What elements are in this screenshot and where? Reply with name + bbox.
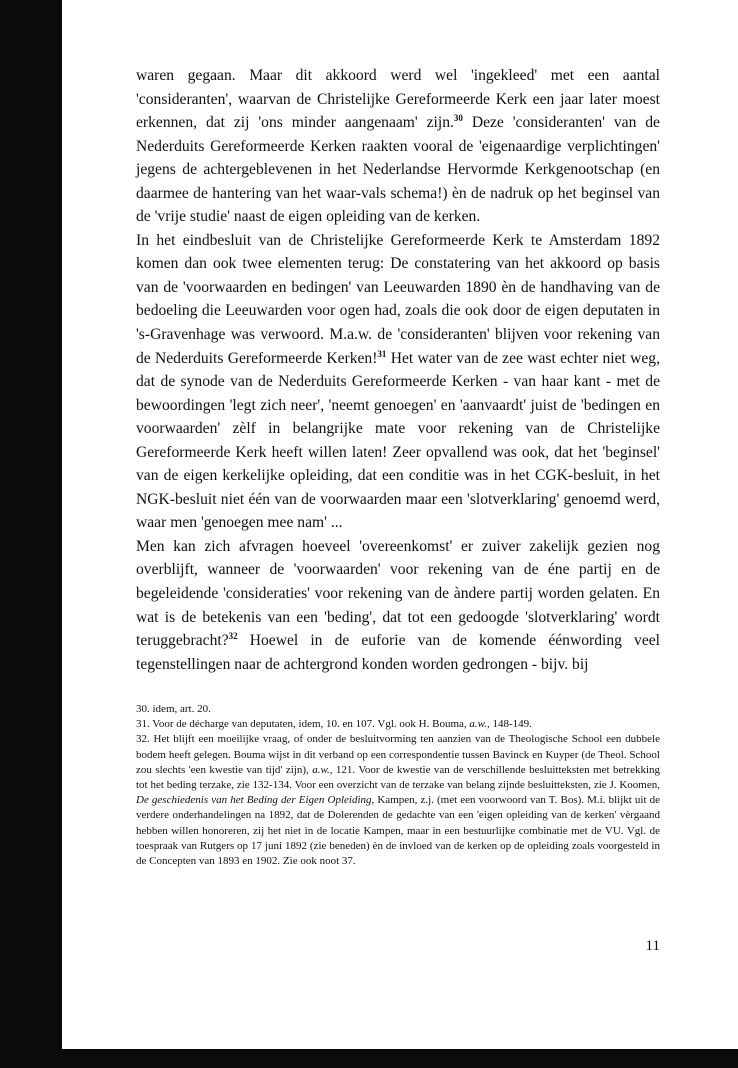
footnote-ref-32[interactable]: 32 [228,631,238,642]
footnote-32-book-title: De geschiedenis van het Beding der Eigen Opleiding [136,794,372,807]
paragraph-3-text-a: Men kan zich afvragen hoeveel 'overeenkomst' er zuiver zakelijk gezien nog overblijft, wanneer de 'voorwaarden' voor rekening van de éne partij en de begeleidende 'consideraties' voor rekening van de àndere partij worden gelaten. En wat is de betekenis van een 'beding', dat tot een gedoogde 'slotverklaring' wordt teruggebracht? [136,537,660,650]
paragraph-3-text-b: Hoewel in de euforie van de komende éénwording veel tegenstellingen naar de achtergrond konden worden gedrongen - bijv. bij [136,632,660,673]
footnote-32-italic-aw: a.w. [312,763,330,776]
footnote-32-text-c: , Kampen, z.j. (met een voorwoord van T. Bos). M.i. blijkt uit de verdere onderhandelingen na 1892, dat de Dolerenden de gedachte van een 'eigen opleiding van de kerken' vèrgaand hebben willen honoreren, zij het niet in de locatie Kampen, maar in een bestuurlijke combinatie met de VU. Vgl. de toespraak van Rutgers op 17 juni 1892 (zie beneden) èn de invloed van de kerken op de opleiding zoals voorgesteld in de Concepten van 1893 en 1902. Zie ook noot 37. [136,794,660,868]
footnotes [136,702,660,869]
paragraph-2-text-b: Het water van de zee wast echter niet weg, dat de synode van de Nederduits Gereformeerde Kerken - van haar kant - met de bewoordingen 'legt zich neer', 'neemt genoegen' en 'aanvaardt' juist de 'bedingen en voorwaarden' zèlf in belangrijke mate voor rekening van de Christelijke Gereformeerde Kerk heeft willen laten! Zeer opvallend was ook, dat het 'beginsel' van de eigen kerkelijke opleiding, dat een conditie was in het CGK-besluit, in het NGK-besluit niet één van de voorwaarden maar een 'slotverklaring' genoemd werd, waar men 'genoegen mee nam' ... [136,349,660,532]
footnote-32-text-b: , 121. Voor de kwestie van de verschillende besluitteksten met betrekking tot het beding terzake, zie 132-134. Voor een overzicht van de terzake van belang zijnde besluitteksten, zie J. Koomen, [136,763,661,792]
page-number: 11 [645,938,660,954]
paragraph-1-text-a: waren gegaan. Maar dit akkoord werd wel 'ingekleed' met een aantal 'consideranten', waarvan de Christelijke Gereformeerde Kerk een jaar later moest erkennen, dat zij 'ons minder aangenaam' zijn. [136,67,660,132]
footnote-31-text-b: , 148-149. [486,718,532,731]
footnote-ref-31[interactable]: 31 [377,348,387,359]
footnote-30: 30. idem, art. 20. [136,703,211,715]
footnote-32 [136,732,660,869]
scan-left-border [0,0,62,1068]
paragraph-2-text-a: In het eindbesluit van de Christelijke Gereformeerde Kerk te Amsterdam 1892 komen dan ook twee elementen terug: De constatering van het akkoord op basis van de 'voorwaarden en bedingen' van Leeuwarden 1890 èn de handhaving van de bedoeling die Leeuwarden voor ogen had, zoals die ook door de eigen deputaten in 's-Gravenhage was verwoord. M.a.w. de 'consideranten' blijven voor rekening van de Nederduits Gereformeerde Kerken! [136,231,660,367]
footnote-32-text-a: 32. Het blijft een moeilijke vraag, of onder de besluitvorming ten aanzien van de Theologische School een dubbele bodem heeft gelegen. Bouma wijst in dit verband op een correspondentie tussen Bavinck en Kuyper (de Theol. School zou slechts 'een kwestie van tijd' zijn), [136,733,660,776]
scan-bottom-border [0,1049,738,1068]
footnote-31-italic: a.w. [469,718,487,731]
footnote-31-text-a: 31. Voor de décharge van deputaten, idem, 10. en 107. Vgl. ook H. Bouma, [136,718,470,731]
paragraph-1 [136,64,660,229]
main-text [136,64,660,676]
paragraph-1-text-b: Deze 'consideranten' van de Nederduits Gereformeerde Kerken raakten vooral de 'eigenaardige verplichtingen' jegens de achtergeblevenen in het Nederlandse Hervormde Kerkgenootschap (en daarmee de hantering van het waar-vals schema!) èn de nadruk op het beginsel van de 'vrije studie' naast de eigen opleiding van de kerken. [136,114,660,226]
paragraph-3 [136,535,660,676]
footnote-ref-30[interactable]: 30 [453,113,463,124]
footnote-31 [136,717,660,732]
paragraph-2 [136,229,660,535]
